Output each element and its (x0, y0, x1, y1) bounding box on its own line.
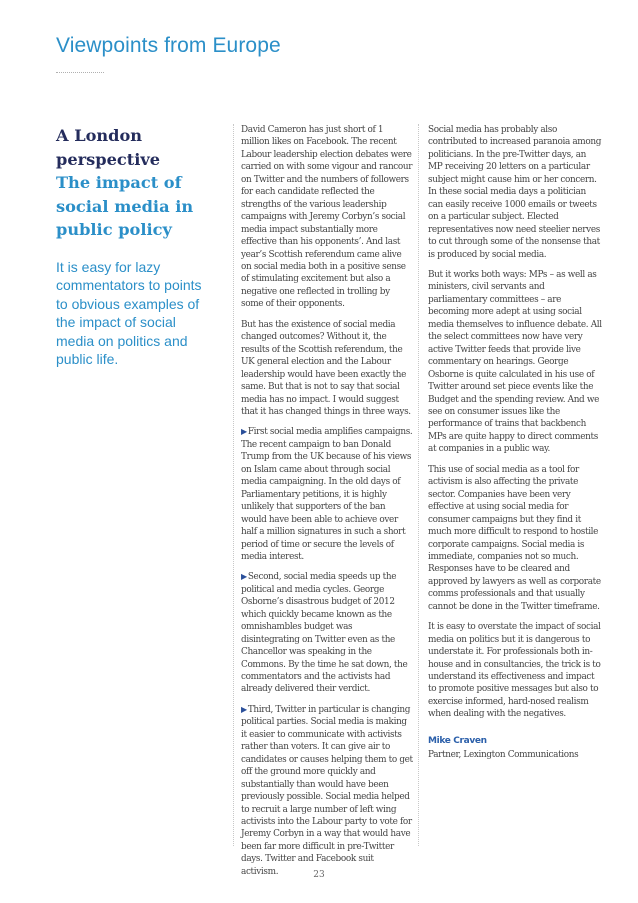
paragraph (241, 704, 413, 878)
paragraph (241, 426, 413, 563)
paragraph-text: David Cameron has just short of 1 million likes on Facebook. The recent Labour leadership election debates were carried on with some vigour and rancour on Twitter and the numbers of followers for each candidate reflected the strengths of the various leadership campaigns with Jeremy Corbyn’s social media impact substantially more effective than his opponents’. And last year’s Scottish referendum came alive on social media both in a positive sense of stimulating excitement but also a negative one reflected in trolling by some of their opponents. (241, 125, 413, 310)
title-line-3: public policy (56, 220, 172, 239)
paragraph-text: Second, social media speeds up the political and media cycles. George Osborne’s disastrous budget of 2012 which quickly became known as the omnishambles budget was disintegrating on Twitter even as the Chancellor was speaking in the Commons. By the time he sat down, the commentators and the activists had already delivered their verdict. (241, 572, 408, 695)
author-role: Partner, Lexington Communications (428, 750, 579, 761)
article-intro (56, 124, 216, 369)
paragraph: It is easy to overstate the impact of social media on politics but it is dangerous to understate it. For professionals both in-house and in consultancies, the trick is to understand its effectiveness and impact to promote positive messages but also to exercise informed, hard-nosed realism when dealing with the negatives. (428, 622, 601, 720)
standfirst: It is easy for lazy commentators to points to obvious examples of the impact of social media on politics and public life. (56, 258, 202, 367)
column-divider-right (418, 124, 419, 846)
page-number: 23 (313, 870, 325, 880)
paragraph-text: First social media amplifies campaigns. The recent campaign to ban Donald Trump from the UK because of his views on Islam came about through social media campaigning. In the old days of Parliamentary petitions, it is highly unlikely that supporters of the ban would have been able to achieve over half a million signatures in such a short period of time or secure the levels of media interest. (241, 427, 413, 562)
title-line-2: social media in (56, 196, 194, 216)
kicker-line-2: perspective (56, 149, 161, 169)
body-column-1 (241, 124, 413, 886)
triangle-bullet-icon: ▶ (241, 427, 247, 437)
paragraph (241, 571, 413, 696)
paragraph: Social media has probably also contributed to increased paranoia among politicians. In the pre-Twitter days, an MP receiving 20 letters on a particular subject might cause him or her concern. In these social media days a politician can easily receive 1000 emails or tweets on a particular subject. Elected representatives now need steelier nerves to cut through some of the nonsense that is produced by social media. (428, 125, 602, 260)
paragraph (241, 319, 413, 419)
triangle-bullet-icon: ▶ (241, 704, 247, 714)
author-name: Mike Craven (428, 735, 487, 746)
column-divider-left (233, 124, 234, 846)
paragraph: But it works both ways: MPs – as well as ministers, civil servants and parliamentary committees – are becoming more adept at using social media themselves to influence debate. All the select committees now have very active Twitter feeds that provide live commentary on hearings. George Osborne is quite calculated in his use of Twitter around set piece events like the Budget and the spending review. And we see on consumer issues like the performance of trains that backbench MPs are quite happy to direct comments at companies in a public way. (428, 269, 602, 455)
title-line-1: The impact of (56, 173, 182, 192)
paragraph-text: But has the existence of social media changed outcomes? Without it, the results of the Scottish referendum, the UK general election and the Labour leadership would have been exactly the same. But that is not to say that social media has no impact. I would suggest that it has changed things in three ways. (241, 319, 411, 417)
body-column-2 (428, 124, 602, 762)
paragraph-text: Third, Twitter in particular is changing political parties. Social media is making it easier to communicate with activists rather than voters. It can give air to candidates or causes helping them to get off the ground more quickly and substantially than would have been previously possible. Social media helped to recruit a large number of left wing activists into the Labour party to vote for Jeremy Corbyn in a way that would have been far more difficult in pre-Twitter days. Twitter and Facebook suit activism. (241, 704, 413, 877)
kicker-line-1: A London (56, 126, 143, 145)
paragraph: This use of social media as a tool for activism is also affecting the private sector. Companies have been very effective at using social media for consumer campaigns but they find it much more difficult to respond to hostile corporate campaigns. Social media is immediate, companies not so much. Responses have to be cleared and approved by lawyers as well as corporate comms professionals and that usually cannot be done in the Twitter timeframe. (428, 464, 601, 612)
section-header: Viewpoints from Europe (56, 34, 281, 57)
header-divider (56, 72, 104, 73)
triangle-bullet-icon: ▶ (241, 572, 247, 582)
paragraph (241, 124, 413, 311)
